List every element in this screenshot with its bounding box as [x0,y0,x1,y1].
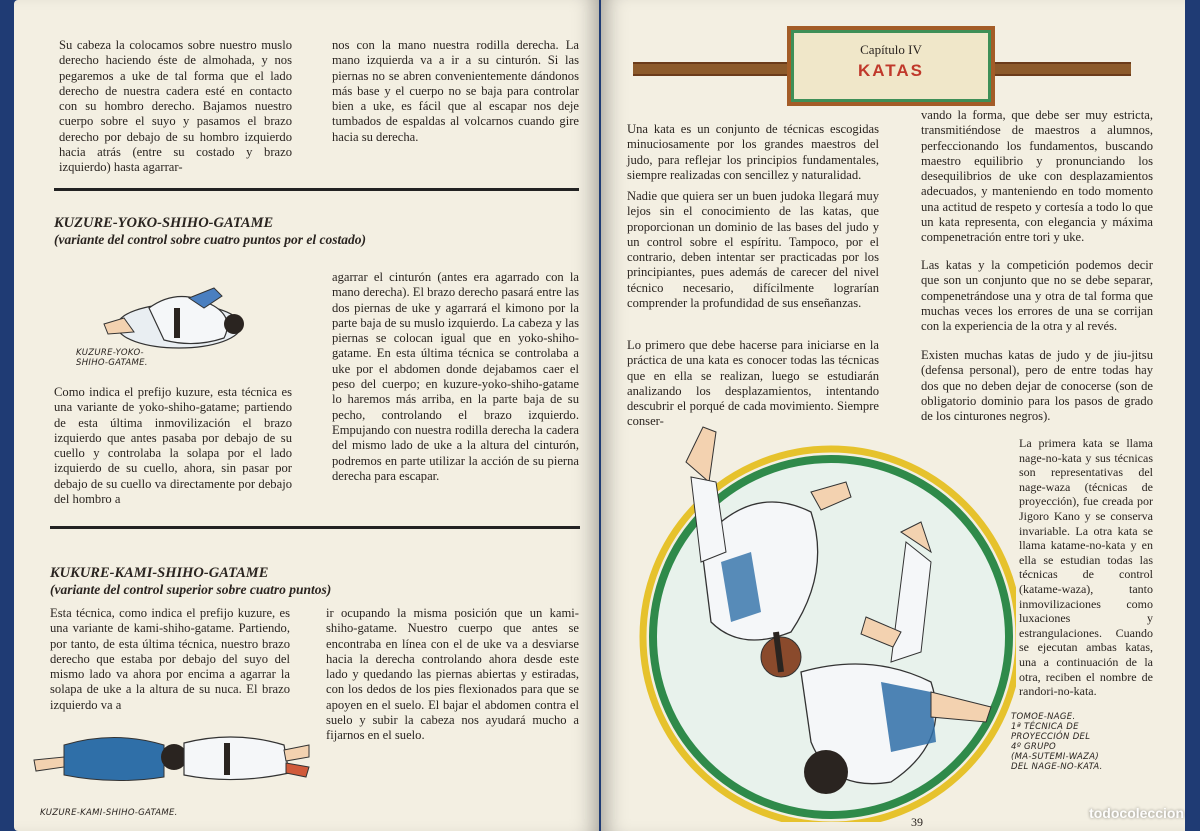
watermark: todocoleccion [1089,805,1184,821]
chapter-banner-right [991,62,1131,76]
section-divider [50,526,580,529]
right-column-1-paragraph-3: Lo primero que debe hacerse para iniciarse en la práctica de una kata es conocer todas las técnicas que en ella se realizan, luego se estudiarán analizando los desplazamientos, intentando descubrir el porqué de cada movimiento. Siempre conser- [627,338,879,429]
section1-caption: KUZURE-YOKO-SHIHO-GATAME. [76,348,148,368]
caption-line: TOMOE-NAGE. [1011,712,1076,722]
section1-title: KUZURE-YOKO-SHIHO-GATAME [54,215,274,231]
section2-column-2: ir ocupando la misma posición que un kami-shiho-gatame. Nuestro cuerpo que antes se encontraba en línea con el de uke va a desviarse hacia la derecha controlando ahora desde este lado y quedando las piernas abiertas y estiradas, con los dedos de los pies flexionados para que se apoyen en el suelo. El bajar el abdomen contra el suelo y subir la cabeza nos ayudará mucho a fijarnos en el suelo. [326,606,579,743]
chapter-title: KATAS [857,61,925,80]
section2-subtitle: (variante del control superior sobre cuatro puntos) [50,582,332,597]
right-page [601,0,1185,831]
intro-column-2: nos con la mano nuestra rodilla derecha. La mano izquierda va a ir a su cinturón. Si las piernas no se abren convenientemente dándonos más base y el cuerpo no se baja para controlar bien a uke, es fácil que al escapar nos deje tumbados de espaldas al volcarnos cuando gire hacia su derecha. [332,38,579,144]
right-column-2-paragraph-4: La primera kata se llama nage-no-kata y sus técnicas son representativas del nage-waza (técnicas de proyección), fue creada por Jigoro Kano y se conserva invariable. La otra kata se llama katame-no-kata y en ella se estudian todas las técnicas de control (katame-waza), tanto inmovilizaciones como luxaciones y estrangulaciones. Cuando se ejecutan ambas katas, una a continuación de la otra, reciben el nombre de randori-no-kata. [1019,436,1153,699]
section2-column-1: Esta técnica, como indica el prefijo kuzure, es una variante de kami-shiho-gatame. Partiendo, por tanto, de esta última técnica, nuestro brazo derecho que estaba por debajo del suyo del mismo lado va ahora por encima a agarrar la solapa de uke a la altura de su nuca. El brazo izquierdo va a [50,606,290,712]
page-number: 39 [911,815,923,829]
caption-line: 4º GRUPO [1011,742,1057,752]
right-column-2-paragraph-1: vando la forma, que debe ser muy estricta, transmitiéndose de maestros a alumnos, perfeccionando los fundamentos, buscando maestro equilibrio y pronunciando los desequilibrios de uke con desplazamientos adecuados, y manteniendo en todo momento una actitud de respeto y cortesía a todo lo que un kata representa, con elegancia y máxima compenetración entre tori y uke. [921,108,1153,245]
right-column-1-paragraph-1: Una kata es un conjunto de técnicas escogidas minuciosamente por los grandes maestros del judo, para reflejar los principios fundamentales, siempre realizadas con sencillez y naturalidad. [627,122,879,182]
tomoe-nage-illustration [631,422,1016,822]
chapter-label: Capítulo IV [860,42,922,57]
chapter-banner-left [633,62,793,76]
section1-column-1: Como indica el prefijo kuzure, esta técnica es una variante de yoko-shiho-gatame; partiendo de esta última inmovilización el brazo izquierdo que antes pasaba por debajo de su cuello y controlaba la solapa por el lado izquierdo de su cuello, ahora, sin pasar por debajo de su cuello va directamente por debajo del hombro a [54,385,292,507]
section2-caption: KUZURE-KAMI-SHIHO-GATAME. [40,808,178,818]
caption-line: 1ª TÉCNICA DE [1011,722,1079,732]
chapter-header [787,26,995,106]
tomoe-nage-caption [1011,712,1131,772]
caption-line: (MA-SUTEMI-WAZA) [1011,752,1100,762]
left-page [14,0,599,831]
caption-line: PROYECCIÓN DEL [1011,732,1091,742]
section-divider [54,188,579,191]
kuzure-yoko-illustration [94,278,264,358]
kuzure-kami-illustration [24,715,314,795]
section2-title: KUKURE-KAMI-SHIHO-GATAME [50,565,269,581]
right-column-2-paragraph-3: Existen muchas katas de judo y de jiu-jitsu (defensa personal), pero de entre todas hay dos que no deben dejar de conocerse (son de obligatorio dominio para los pasos de grado de los cinturones negros). [921,348,1153,424]
section1-column-2: agarrar el cinturón (antes era agarrado con la mano derecha). El brazo derecho pasará entre las dos piernas de uke y agarrará el kimono por la parte baja de su muslo izquierdo. La cabeza y las piernas se colocan igual que en yoko-shiho-gatame. En esta última técnica se controlaba a uke por el abdomen donde dejabamos caer el peso del cuerpo; en kuzure-yoko-shiho-gatame lo haremos más arriba, en la parte baja de su pecho, controlando el brazo izquierdo. Empujando con nuestra rodilla derecha la cadera del mismo lado de uke a la altura del cinturón, podremos en parte utilizar la acción de su pierna derecha para escapar. [332,270,579,483]
section1-subtitle: (variante del control sobre cuatro puntos por el costado) [54,232,367,247]
right-column-2-paragraph-2: Las katas y la competición podemos decir que son un conjunto que no se debe separar, compenetrándose una y otra de tal forma que muchas veces los errores de una se corrijan con la experiencia de la otra y al revés. [921,258,1153,334]
right-column-1-paragraph-2: Nadie que quiera ser un buen judoka llegará muy lejos sin el conocimiento de las katas, que proporcionan un dominio de las bases del judo y un control sobre el espíritu. Tampoco, por el contrario, deben intentar ser practicadas por los principiantes, pues además de carecer del nivel técnico necesario, difícilmente lograrían comprender la profundidad de sus enseñanzas. [627,189,879,311]
intro-column-1: Su cabeza la colocamos sobre nuestro muslo derecho haciendo éste de almohada, y nos pegaremos a uke de tal forma que el lado derecho de nuestra cadera esté en contacto con su hombro derecho. Bajamos nuestro cuerpo sobre el suyo y pasamos el brazo derecho por debajo de su hombro izquierdo hacia atrás (entre su costado y brazo izquierdo) hasta agarrar- [59,38,292,175]
caption-line: DEL NAGE-NO-KATA. [1011,762,1103,772]
